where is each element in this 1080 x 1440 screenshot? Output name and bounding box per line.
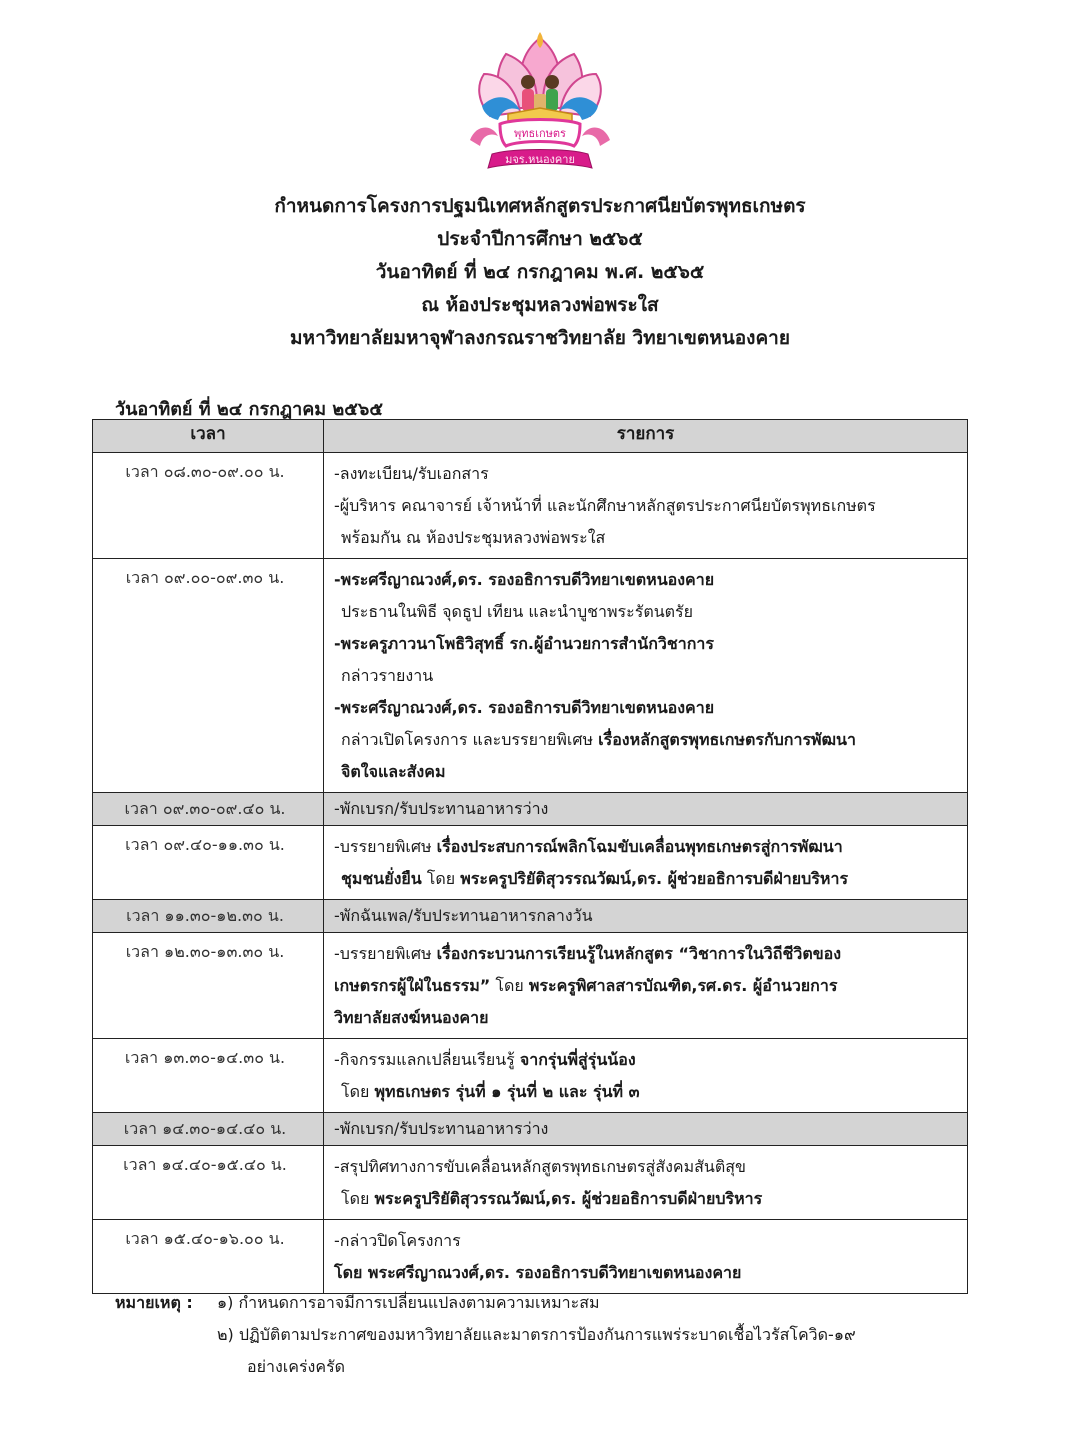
agenda-line: วิทยาลัยสงฆ์หนองคาย	[334, 1008, 489, 1027]
time-cell: เวลา ๑๔.๓๐-๑๔.๔๐ น.	[93, 1113, 324, 1146]
agenda-cell	[324, 900, 968, 933]
schedule-date: วันอาทิตย์ ที่ ๒๔ กรกฎาคม ๒๕๖๕	[115, 399, 383, 420]
page-title	[0, 190, 1080, 355]
agenda-line	[334, 970, 959, 1002]
agenda-cell	[324, 1039, 968, 1113]
agenda-text: โดย	[421, 869, 461, 888]
agenda-text: -บรรยายพิเศษ	[334, 944, 437, 963]
agenda-line: จิตใจและสังคม	[341, 762, 446, 781]
agenda-line	[334, 938, 959, 970]
title-line: ประจำปีการศึกษา ๒๕๖๕	[437, 228, 643, 250]
agenda-line: -พระศรีญาณวงศ์,ดร. รองอธิการบดีวิทยาเขตหนองคาย	[334, 698, 715, 717]
agenda-speaker: พระครูปริยัติสุวรรณวัฒน์,ดร. ผู้ช่วยอธิการบดีฝ่ายบริหาร	[460, 869, 849, 888]
agenda-line	[334, 724, 959, 756]
table-row	[93, 1039, 968, 1113]
agenda-line: -พักเบรก/รับประทานอาหารว่าง	[334, 799, 549, 818]
agenda-text: โดย	[341, 1082, 375, 1101]
agenda-cell	[324, 1146, 968, 1220]
table-row	[93, 453, 968, 559]
agenda-speaker: พุทธเกษตร รุ่นที่ ๑ รุ่นที่ ๒ และ รุ่นที่ ๓	[374, 1082, 640, 1101]
agenda-text: โดย	[341, 1189, 375, 1208]
agenda-line: -พักเบรก/รับประทานอาหารว่าง	[334, 1119, 549, 1138]
agenda-line: -พระครูภาวนาโพธิวิสุทธิ์ รก.ผู้อำนวยการสำนักวิชาการ	[334, 634, 715, 653]
agenda-line: -กล่าวปิดโครงการ	[334, 1231, 461, 1250]
agenda-cell	[324, 933, 968, 1039]
agenda-cell	[324, 1113, 968, 1146]
agenda-text: โดย	[490, 976, 529, 995]
agenda-line	[334, 863, 959, 895]
agenda-line: โดย พระศรีญาณวงศ์,ดร. รองอธิการบดีวิทยาเขตหนองคาย	[334, 1263, 742, 1282]
time-cell: เวลา ๑๔.๔๐-๑๕.๔๐ น.	[93, 1146, 324, 1220]
table-row-break	[93, 1113, 968, 1146]
agenda-line: -พระศรีญาณวงศ์,ดร. รองอธิการบดีวิทยาเขตหนองคาย	[334, 570, 715, 589]
title-line: ณ ห้องประชุมหลวงพ่อพระใส	[421, 294, 659, 316]
agenda-line: กล่าวรายงาน	[341, 666, 434, 685]
agenda-topic: เกษตรกรผู้ใฝ่ในธรรม”	[334, 976, 491, 995]
time-cell: เวลา ๐๙.๔๐-๑๑.๓๐ น.	[93, 826, 324, 900]
schedule-table	[92, 419, 968, 1294]
time-cell: เวลา ๑๒.๓๐-๑๓.๓๐ น.	[93, 933, 324, 1039]
agenda-text: -กิจกรรมแลกเปลี่ยนเรียนรู้	[334, 1050, 520, 1069]
agenda-cell	[324, 453, 968, 559]
table-row	[93, 933, 968, 1039]
agenda-line: -ผู้บริหาร คณาจารย์ เจ้าหน้าที่ และนักศึกษาหลักสูตรประกาศนียบัตรพุทธเกษตร	[334, 496, 876, 515]
table-row	[93, 1146, 968, 1220]
svg-text:พุทธเกษตร: พุทธเกษตร	[514, 127, 566, 140]
agenda-cell	[324, 793, 968, 826]
agenda-topic: เรื่องประสบการณ์พลิกโฉมขับเคลื่อนพุทธเกษตรสู่การพัฒนา	[436, 837, 843, 856]
logo	[462, 28, 618, 176]
agenda-topic: จากรุ่นพี่สู่รุ่นน้อง	[519, 1050, 636, 1069]
agenda-cell	[324, 1220, 968, 1294]
time-cell: เวลา ๑๓.๓๐-๑๔.๓๐ น.	[93, 1039, 324, 1113]
agenda-line	[334, 1044, 959, 1076]
agenda-cell	[324, 826, 968, 900]
emblem-icon	[462, 28, 618, 176]
agenda-cell	[324, 559, 968, 793]
table-header-row	[93, 420, 968, 453]
agenda-line	[334, 831, 959, 863]
agenda-topic: เรื่องกระบวนการเรียนรู้ในหลักสูตร “วิชาการในวิถีชีวิตของ	[436, 944, 842, 963]
table-row	[93, 1220, 968, 1294]
title-line: กำหนดการโครงการปฐมนิเทศหลักสูตรประกาศนียบัตรพุทธเกษตร	[274, 195, 806, 217]
table-row-break	[93, 793, 968, 826]
time-cell: เวลา ๑๕.๔๐-๑๖.๐๐ น.	[93, 1220, 324, 1294]
table-row-break	[93, 900, 968, 933]
column-header-agenda: รายการ	[324, 420, 968, 453]
svg-text:มจร.หนองคาย: มจร.หนองคาย	[505, 153, 575, 166]
time-cell: เวลา ๐๙.๓๐-๐๙.๔๐ น.	[93, 793, 324, 826]
agenda-line	[334, 1076, 959, 1108]
agenda-text: -บรรยายพิเศษ	[334, 837, 437, 856]
agenda-line: -สรุปทิศทางการขับเคลื่อนหลักสูตรพุทธเกษตรสู่สังคมสันติสุข	[334, 1157, 746, 1176]
title-line: วันอาทิตย์ ที่ ๒๔ กรกฎาคม พ.ศ. ๒๕๖๕	[375, 261, 705, 283]
title-line: มหาวิทยาลัยมหาจุฬาลงกรณราชวิทยาลัย วิทยาเขตหนองคาย	[290, 327, 790, 349]
notes-label: หมายเหตุ :	[115, 1293, 193, 1312]
agenda-text: กล่าวเปิดโครงการ และบรรยายพิเศษ	[341, 730, 599, 749]
note-item: อย่างเคร่งครัด	[247, 1357, 346, 1376]
agenda-line: ประธานในพิธี จุดธูป เทียน และนำบูชาพระรัตนตรัย	[341, 602, 694, 621]
note-item: ๑) กำหนดการอาจมีการเปลี่ยนแปลงตามความเหมาะสม	[217, 1293, 600, 1312]
table-row	[93, 826, 968, 900]
column-header-time: เวลา	[93, 420, 324, 453]
agenda-topic: เรื่องหลักสูตรพุทธเกษตรกับการพัฒนา	[598, 730, 856, 749]
agenda-line	[334, 1183, 959, 1215]
table-row	[93, 559, 968, 793]
time-cell: เวลา ๐๘.๓๐-๐๙.๐๐ น.	[93, 453, 324, 559]
agenda-topic: ชุมชนยั่งยืน	[341, 869, 422, 888]
note-item: ๒) ปฏิบัติตามประกาศของมหาวิทยาลัยและมาตรการป้องกันการแพร่ระบาดเชื้อไวรัสโควิด-๑๙	[217, 1325, 856, 1344]
agenda-speaker: พระครูปริยัติสุวรรณวัฒน์,ดร. ผู้ช่วยอธิการบดีฝ่ายบริหาร	[374, 1189, 763, 1208]
time-cell: เวลา ๐๙.๐๐-๐๙.๓๐ น.	[93, 559, 324, 793]
agenda-line: พร้อมกัน ณ ห้องประชุมหลวงพ่อพระใส	[341, 528, 606, 547]
time-cell: เวลา ๑๑.๓๐-๑๒.๓๐ น.	[93, 900, 324, 933]
agenda-line: -ลงทะเบียน/รับเอกสาร	[334, 464, 489, 483]
agenda-speaker: พระครูพิศาลสารบัณฑิต,รศ.ดร. ผู้อำนวยการ	[528, 976, 838, 995]
agenda-line: -พักฉันเพล/รับประทานอาหารกลางวัน	[334, 906, 593, 925]
